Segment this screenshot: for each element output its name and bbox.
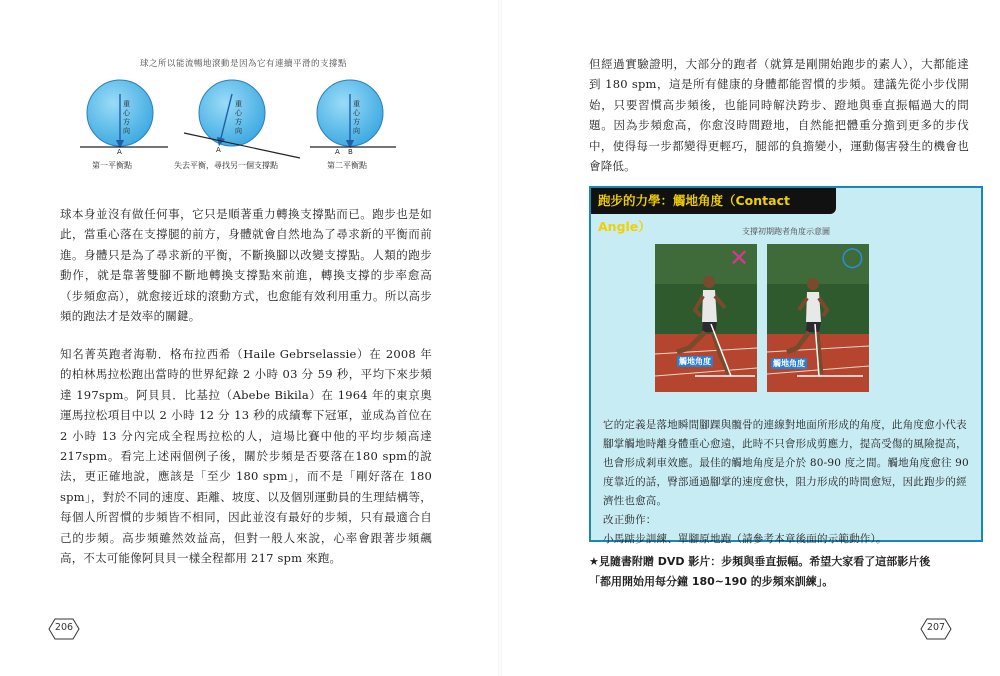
sidebar-body [603, 416, 969, 549]
ball-2-arrow-text: 重心方向 [235, 100, 242, 135]
ball-1-arrow-text: 重心方向 [123, 100, 130, 135]
ball-2-label: 失去平衡，尋找另一個支撐點 [174, 161, 278, 170]
photo-1-angle-tag: 觸地角度 [679, 357, 711, 366]
figure-caption: 球之所以能流暢地滾動是因為它有連續平滑的支撐點 [140, 59, 348, 69]
left-paragraph-1: 球本身並沒有做任何事，它只是順著重力轉換支撐點而已。跑步也是如此，當重心落在支撐腿的前方，身體就會自然地為了尋求新的平衡而前進。身體只是為了尋求新的平衡，不斷換腳以改變支撐點。人類的跑步動作，就是靠著雙腳不斷地轉換支撐點來前進，轉換支撐的步率愈高（步頻愈高），就愈接近球的滾動方式，也愈能有效利用重力。所以高步頻的跑法才是效率的關鍵。 [60, 207, 432, 324]
sidebar-correction-heading: 改正動作： [603, 514, 657, 526]
ball-3-point-a: A [335, 148, 340, 156]
good-mark-icon: ○ [841, 244, 864, 272]
ball-1-point-a: A [117, 148, 122, 156]
ball-2-point-a: A [216, 146, 221, 154]
sidebar-caption: 支撐初期跑者角度示意圖 [742, 227, 830, 236]
right-paragraph: 但經過實驗證明，大部分的跑者（就算是剛開始跑步的素人），大都能達到 180 spm，這是所有健康的身體都能習慣的步頻。建議先從小步伐開始，只要習慣高步頻後，也能同時解決跨步、蹬地與垂直振幅過大的問題。因為步頻愈高，你愈沒時間蹬地，自然能把體重分擔到更多的步伐中，使得每一步都變得更輕巧，腿部的負擔變小，運動傷害發生的機會也會降低。 [589, 57, 969, 174]
sidebar-definition: 它的定義是落地瞬間腳踝與髖骨的連線對地面所形成的角度，此角度愈小代表腳掌觸地時離身體重心愈遠，此時不只會形成剪應力，提高受傷的風險提高，也會形成剎車效應。最佳的觸地角度是介於 80-90 度之間。觸地角度愈往 90 度靠近的話，臀部通過腳掌的速度愈快，阻力形成的時間愈短，因此跑步的經濟性也愈高。 [603, 419, 969, 507]
sidebar-correction-drills: 小馬踮步訓練、單腳原地跑（請參考本章後面的示範動作）。 [603, 533, 887, 545]
dvd-footnote [589, 552, 989, 592]
page-number-207: 207 [920, 618, 952, 640]
ball-3-arrow-text: 重心方向 [353, 100, 360, 135]
runner-photo-bad [655, 244, 757, 392]
sidebar-title: 跑步的力學：觸地角度（Contact Angle） [591, 188, 836, 214]
left-paragraph-2: 知名菁英跑者海勒．格布拉西希（Haile Gebrselassie）在 2008 年的柏林馬拉松跑出當時的世界紀錄 2 小時 03 分 59 秒，平均下來步頻達 197spm。阿貝貝．比基拉（Abebe Bikila）在 1964 年的東京奧運馬拉松項目中以 2 小時 12 分 13 秒的成績奪下冠軍，並成為首位在 2 小時 13 分內完成全程馬拉松的人，這場比賽中他的平均步頻高達 217spm。看完上述兩個例子後，關於步頻是否要落在180 spm的說法，更正確地說，應該是「至少 180 spm」，而不是「剛好落在 180 spm」，對於不同的速度、距離、坡度、以及個別運動員的生理結構等，每個人所習慣的步頻皆不相同，因此並沒有最好的步頻，只有最適合自己的步頻。高步頻雖然效益高，但對一般人來說，心率會跟著步頻飆高，不太可能像阿貝貝一樣全程都用 217 spm 來跑。 [60, 347, 432, 566]
footnote-line-2: 「都用開始用每分鐘 180~190 的步頻來訓練」。 [589, 575, 834, 588]
page-number-206: 206 [48, 618, 80, 640]
bad-mark-icon: ✕ [729, 244, 750, 272]
ball-1-label: 第一平衡點 [92, 161, 132, 170]
ball-3-point-b: B [348, 148, 353, 156]
photo-2-angle-tag: 觸地角度 [773, 359, 805, 368]
footnote-line-1: ★見隨書附贈 DVD 影片：步頻與垂直振幅。希望大家看了這部影片後 [589, 555, 931, 568]
runner-photo-good [767, 244, 869, 392]
contact-angle-sidebar [589, 186, 983, 545]
right-page [500, 0, 1000, 676]
ball-3-label: 第二平衡點 [327, 161, 367, 170]
